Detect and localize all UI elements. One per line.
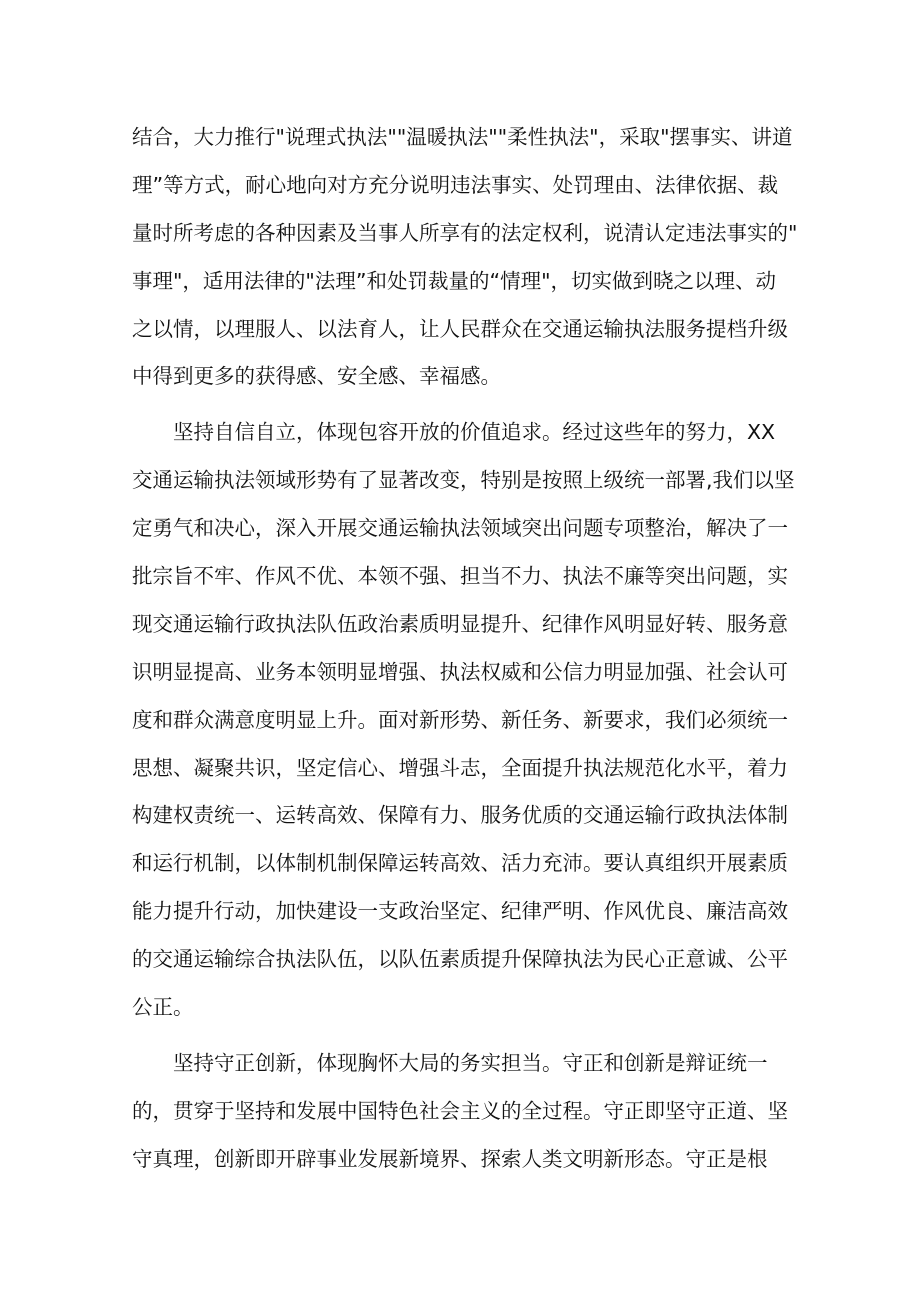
- text-line: 守真理，创新即开辟事业发展新境界、探索人类文明新形态。守正是根: [132, 1146, 768, 1171]
- text-line: 交通运输执法领域形势有了显著改变，特别是按照上级统一部署,我们以坚: [132, 468, 795, 493]
- text-line: 公正。: [132, 995, 194, 1020]
- text-line: 理”等方式，耐心地向对方充分说明违法事实、处罚理由、法律依据、裁: [132, 172, 779, 197]
- text-line: 现交通运输行政执法队伍政治素质明显提升、纪律作风明显好转、服务意: [132, 611, 788, 636]
- text-line: 的，贯穿于坚持和发展中国特色社会主义的全过程。守正即坚守正道、坚: [132, 1098, 788, 1123]
- text-line: 构建权责统一、运转高效、保障有力、服务优质的交通运输行政执法体制: [132, 803, 788, 828]
- text-line: 和运行机制，以体制机制保障运转高效、活力充沛。要认真组织开展素质: [132, 851, 788, 876]
- paragraph: [132, 114, 798, 401]
- text-line: 定勇气和决心，深入开展交通运输执法领域突出问题专项整治，解决了一: [132, 516, 788, 541]
- text-line: 思想、凝聚共识，坚定信心、增强斗志，全面提升执法规范化水平，着力: [132, 755, 788, 780]
- paragraph-spacer: [132, 401, 792, 409]
- text-line: 结合，大力推行"说理式执法""温暖执法""柔性执法"，采取"摆事实、讲道: [132, 125, 793, 149]
- text-line: 度和群众满意度明显上升。面对新形势、新任务、新要求，我们必须统一: [132, 707, 788, 732]
- text-line: 识明显提高、业务本领明显增强、执法权威和公信力明显加强、社会认可: [132, 659, 788, 684]
- text-line: 之以情，以理服人、以法育人，让人民群众在交通运输执法服务提档升级: [132, 316, 788, 341]
- text-line: 批宗旨不牢、作风不优、本领不强、担当不力、执法不廉等突出问题，实: [132, 564, 788, 589]
- document-body: [132, 114, 798, 1184]
- paragraph-spacer: [132, 1032, 792, 1040]
- paragraph: [132, 409, 795, 1032]
- text-line: 量时所考虑的各种因素及当事人所享有的法定权利，说清认定违法事实的": [132, 220, 798, 245]
- text-line: 中得到更多的获得感、安全感、幸福感。: [132, 364, 501, 389]
- text-line: 事理"，适用法律的"法理”和处罚裁量的“情理"，切实做到晓之以理、动: [132, 268, 777, 293]
- paragraph: [132, 1040, 792, 1184]
- text-line: 坚持自信自立，体现包容开放的价值追求。经过这些年的努力，XX: [173, 420, 776, 445]
- text-line: 能力提升行动，加快建设一支政治坚定、纪律严明、作风优良、廉洁高效: [132, 899, 788, 924]
- text-line: 坚持守正创新，体现胸怀大局的务实担当。守正和创新是辩证统一: [173, 1050, 768, 1075]
- text-line: 的交通运输综合执法队伍，以队伍素质提升保障执法为民心正意诚、公平: [132, 947, 788, 972]
